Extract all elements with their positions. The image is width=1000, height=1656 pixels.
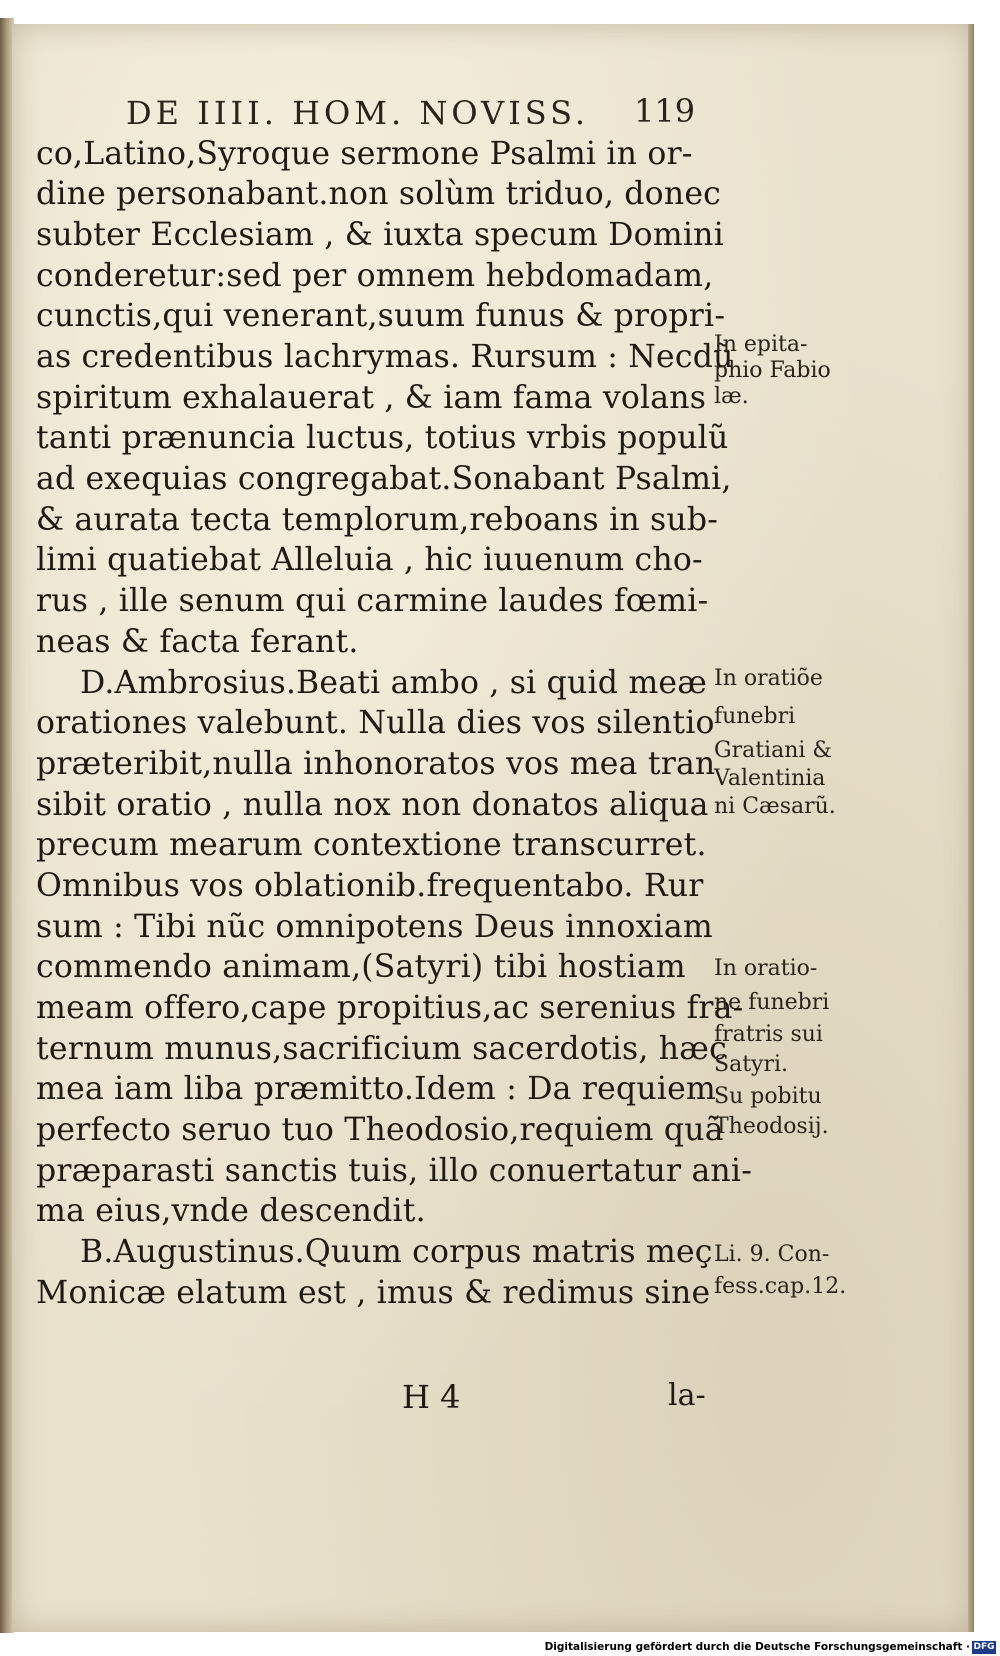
text-line: & aurata tecta templorum,reboans in sub- <box>36 502 719 538</box>
text-line: subter Ecclesiam , & iuxta specum Domini <box>36 217 724 253</box>
text-line: cunctis,qui venerant,suum funus & propri- <box>36 298 726 334</box>
text-line: rus , ille senum qui carmine laudes fœmi- <box>36 583 709 619</box>
text-line: tanti prænuncia luctus, totius vrbis populũ <box>36 420 729 456</box>
margin-note: funebri <box>714 704 796 729</box>
margin-note: Theodosij. <box>714 1114 829 1139</box>
text-line: Monicæ elatum est , imus & redimus sine <box>36 1275 711 1311</box>
margin-note: In epita- <box>714 332 808 357</box>
signature-mark: H 4 <box>402 1378 461 1416</box>
margin-note: læ. <box>714 384 749 409</box>
text-line: orationes valebunt. Nulla dies vos silentio <box>36 705 715 741</box>
margin-note: Satyri. <box>714 1052 789 1077</box>
margin-note: Su pobitu <box>714 1084 822 1109</box>
text-line: commendo animam,(Satyri) tibi hostiam <box>36 949 686 985</box>
catchword: la- <box>668 1378 706 1413</box>
margin-note: Gratiani & <box>714 738 832 763</box>
text-line: B.Augustinus.Quum corpus matris meç <box>80 1234 713 1270</box>
text-line: as credentibus lachrymas. Rursum : Necdũ <box>36 339 734 375</box>
text-line: mea iam liba præmitto.Idem : Da requiem <box>36 1071 717 1107</box>
margin-note: In oratio- <box>714 956 818 981</box>
text-line: ad exequias congregabat.Sonabant Psalmi, <box>36 461 732 497</box>
text-line: sum : Tibi nũc omnipotens Deus innoxiam <box>36 909 713 945</box>
text-line: Omnibus vos oblationib.frequentabo. Rur <box>36 868 704 904</box>
text-line: limi quatiebat Alleluia , hic iuuenum cho- <box>36 542 703 578</box>
margin-note: fratris sui <box>714 1022 823 1047</box>
text-line: ternum munus,sacrificium sacerdotis, hæc <box>36 1031 727 1067</box>
text-line: ma eius,vnde descendit. <box>36 1193 426 1229</box>
text-line: præteribit,nulla inhonoratos vos mea tran <box>36 746 716 782</box>
folio-number: 119 <box>634 92 696 130</box>
text-line: spiritum exhalauerat , & iam fama volans <box>36 380 707 416</box>
text-line: D.Ambrosius.Beati ambo , si quid meæ <box>80 665 708 701</box>
margin-note: phio Fabio <box>714 358 831 383</box>
page-right-edge <box>968 24 974 1632</box>
text-line: præparasti sanctis tuis, illo conuertatur ani- <box>36 1153 753 1189</box>
text-line: meam offero,cape propitius,ac serenius fra- <box>36 990 744 1026</box>
text-line: sibit oratio , nulla nox non donatos aliqua <box>36 787 709 823</box>
margin-note: ni Cæsarũ. <box>714 794 836 819</box>
margin-note: fess.cap.12. <box>714 1274 847 1299</box>
text-line: precum mearum contextione transcurret. <box>36 827 707 863</box>
text-line: neas & facta ferant. <box>36 624 359 660</box>
margin-note: In oratiõe <box>714 666 823 691</box>
text-line: co,Latino,Syroque sermone Psalmi in or- <box>36 136 693 172</box>
margin-note: ne funebri <box>714 990 830 1015</box>
funding-credit: Digitalisierung gefördert durch die Deutsche Forschungsgemeinschaft · <box>544 1641 970 1653</box>
text-line: perfecto seruo tuo Theodosio,requiem quã <box>36 1112 724 1148</box>
text-line: conderetur:sed per omnem hebdomadam, <box>36 258 714 294</box>
dfg-logo: DFG <box>973 1642 995 1652</box>
margin-note: Valentinia <box>714 766 826 791</box>
running-title: DE IIII. HOM. NOVISS. <box>126 94 590 132</box>
text-line: dine personabant.non solùm triduo, donec <box>36 176 722 212</box>
margin-note: Li. 9. Con- <box>714 1242 830 1267</box>
